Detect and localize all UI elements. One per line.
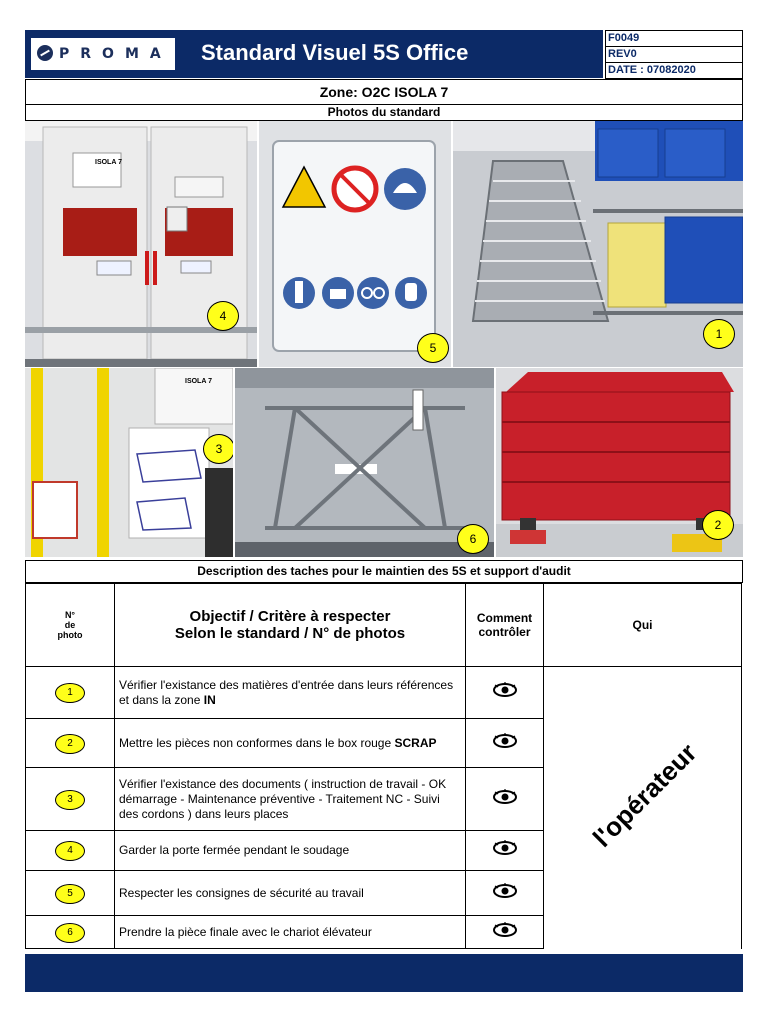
document-date: DATE : 07082020 (605, 62, 743, 79)
photo-documents-board (25, 368, 233, 557)
document-title: Standard Visuel 5S Office (201, 40, 469, 65)
document-meta (605, 30, 743, 78)
row-objective (115, 719, 466, 768)
header-photo-number (26, 584, 115, 667)
objective-emphasis: IN (203, 692, 216, 707)
document-header (25, 30, 743, 78)
photo-material-rack (453, 121, 743, 367)
photo1-sign: ISOLA 7 (95, 159, 122, 166)
eye-icon (492, 922, 518, 938)
header-no-line2: de (64, 620, 76, 630)
logo-text: PROMA (59, 46, 172, 62)
photo-safety-sign (259, 121, 451, 367)
company-logo (31, 38, 175, 70)
row-objective (115, 831, 466, 871)
table-row (26, 667, 742, 719)
row-control (466, 871, 544, 916)
objective-text: Vérifier l'existance des documents ( instruction de travail - OK démarrage - Maintenance préventive - Traitement NC - Suivi des cordons ) dans leurs places (119, 776, 447, 821)
photo-badge-5: 5 (417, 333, 449, 363)
photo-scrap-cabinet (496, 368, 743, 557)
row-control (466, 667, 544, 719)
photo-badge-4: 4 (207, 301, 239, 331)
row-photo-number (26, 871, 115, 916)
row-objective (115, 667, 466, 719)
zone-label: Zone: O2C ISOLA 7 (25, 79, 743, 105)
header-how-line1: Comment (476, 611, 533, 625)
photos-section-title: Photos du standard (25, 104, 743, 121)
photo4-sign: ISOLA 7 (185, 378, 212, 385)
objective-text: Prendre la pièce finale avec le chariot élévateur (119, 924, 372, 939)
header-no-line3: photo (57, 630, 83, 640)
header-who: Qui (544, 584, 742, 667)
logo-mark-icon (37, 45, 53, 61)
revision: REV0 (605, 46, 743, 62)
number-badge: 2 (55, 734, 85, 754)
header-objective-line2: Selon le standard / N° de photos (174, 625, 406, 642)
header-no-line1: N° (64, 610, 76, 620)
number-badge: 5 (55, 884, 85, 904)
safety-sign-illustration (259, 121, 451, 367)
objective-text: Garder la porte fermée pendant le soudage (119, 843, 350, 857)
number-badge: 3 (55, 790, 85, 810)
header-how-to-control (466, 584, 544, 667)
number-badge: 6 (55, 923, 85, 943)
row-objective (115, 871, 466, 916)
header-banner (25, 30, 603, 78)
objective-text: Mettre les pièces non conformes dans le box rouge (119, 735, 395, 750)
eye-icon (492, 682, 518, 698)
row-photo-number (26, 916, 115, 949)
eye-icon (492, 733, 518, 749)
material-rack-illustration (453, 121, 743, 367)
row-photo-number (26, 831, 115, 871)
header-objective-line1: Objectif / Critère à respecter (189, 608, 391, 625)
photo-badge-1: 1 (703, 319, 735, 349)
photo-overhead-lift (235, 368, 494, 557)
row-photo-number (26, 719, 115, 768)
table-header-row (26, 584, 742, 667)
tasks-table (25, 583, 742, 949)
row-photo-number (26, 768, 115, 831)
objective-text: Vérifier l'existance des matières d'entrée dans leurs références et dans la zone (119, 677, 454, 707)
number-badge: 1 (55, 683, 85, 703)
number-badge: 4 (55, 841, 85, 861)
photo-welding-doors (25, 121, 257, 367)
objective-text: Respecter les consignes de sécurité au travail (119, 885, 364, 900)
eye-icon (492, 840, 518, 856)
row-control (466, 916, 544, 949)
row-control (466, 719, 544, 768)
header-how-line2: contrôler (478, 625, 531, 639)
photo-badge-3: 3 (203, 434, 233, 464)
documents-board-illustration (25, 368, 233, 557)
description-section-title: Description des taches pour le maintien des 5S et support d'audit (25, 560, 743, 583)
footer-bar (25, 954, 743, 992)
photo-badge-2: 2 (702, 510, 734, 540)
objective-emphasis: SCRAP (394, 735, 437, 750)
photo-badge-6: 6 (457, 524, 489, 554)
responsible-operator: l'opérateur (586, 737, 703, 853)
row-control (466, 831, 544, 871)
header-objective (115, 584, 466, 667)
row-objective (115, 768, 466, 831)
row-objective (115, 916, 466, 949)
eye-icon (492, 883, 518, 899)
eye-icon (492, 789, 518, 805)
overhead-lift-illustration (235, 368, 494, 557)
row-photo-number (26, 667, 115, 719)
form-code: F0049 (605, 30, 743, 46)
row-control (466, 768, 544, 831)
